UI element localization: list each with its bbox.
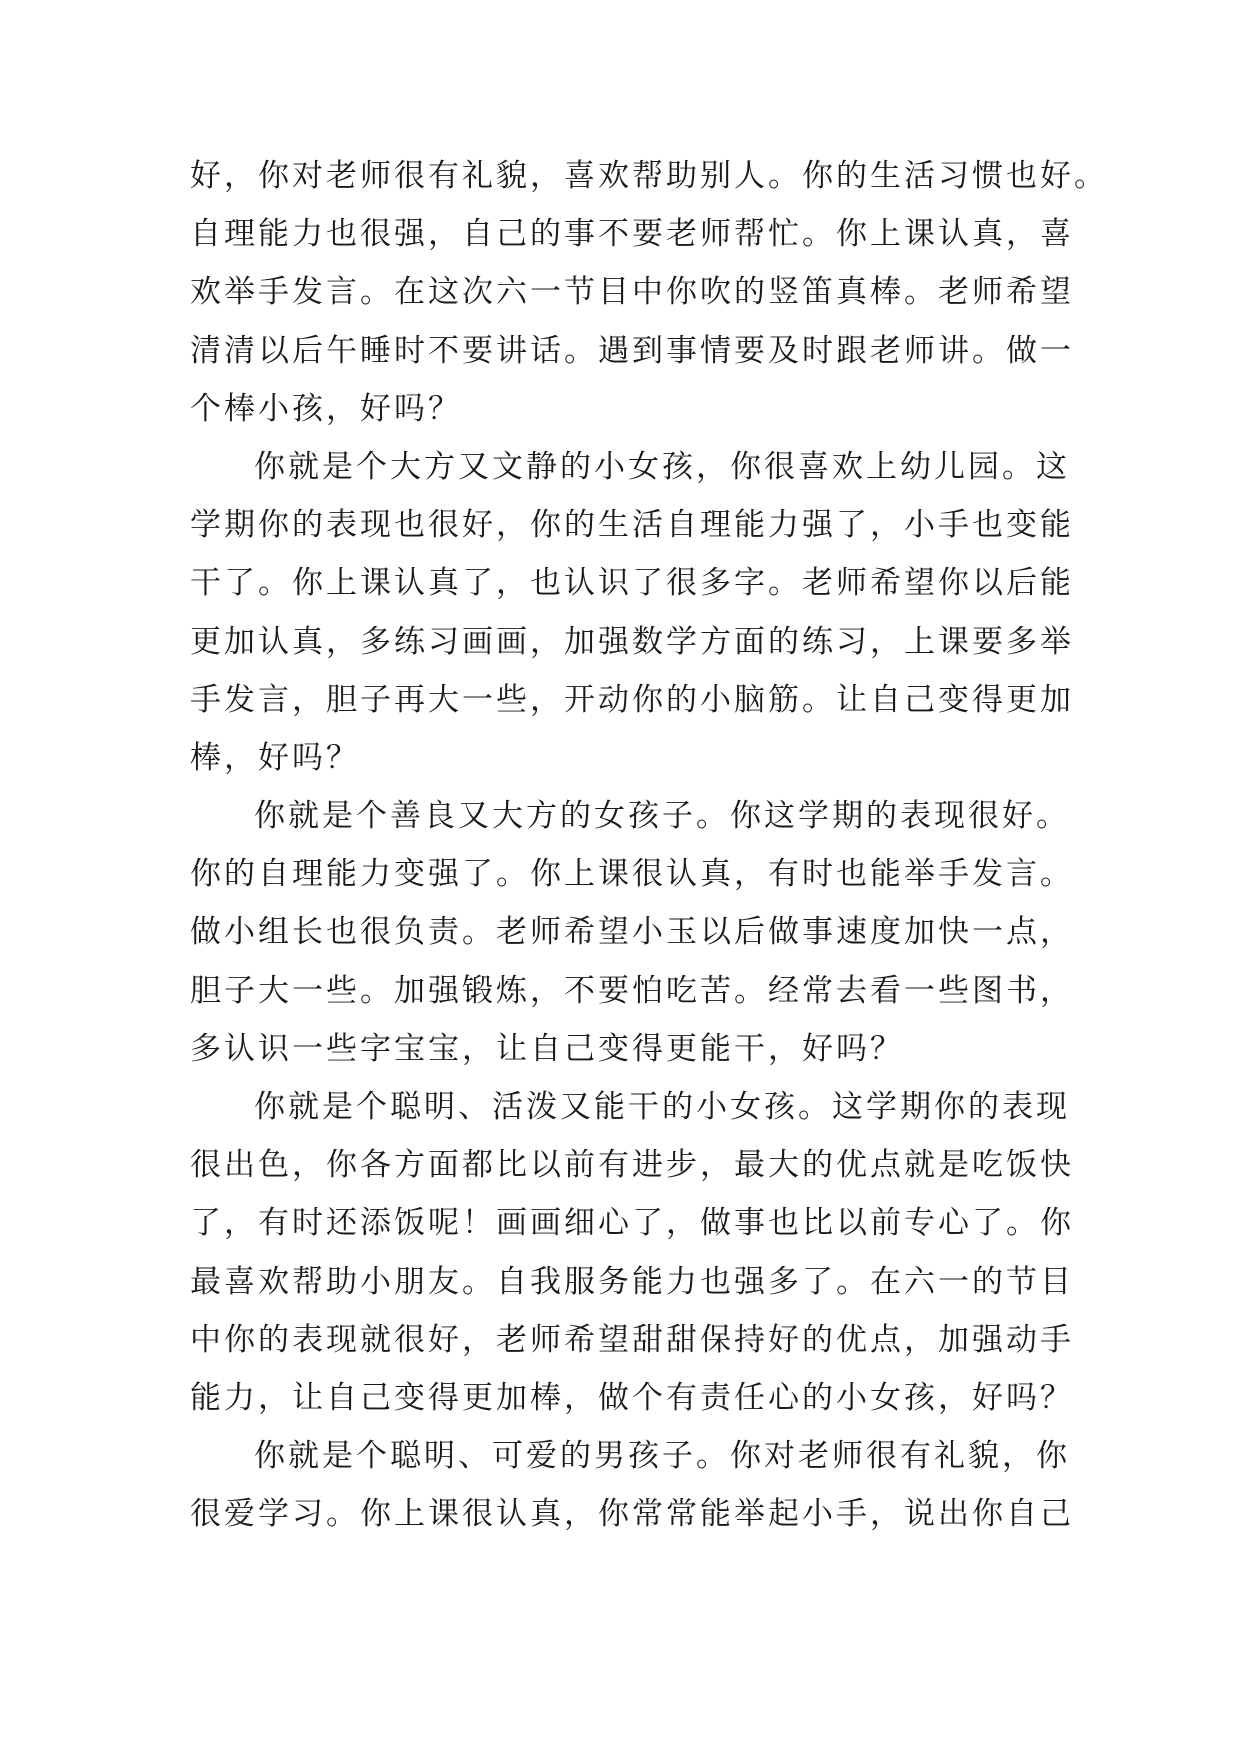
text-line: 了，有时还添饭呢！画画细心了，做事也比以前专心了。你 bbox=[190, 1205, 1074, 1242]
text-line: 中你的表现就很好，老师希望甜甜保持好的优点，加强动手 bbox=[190, 1321, 1074, 1358]
text-line: 最喜欢帮助小朋友。自我服务能力也强多了。在六一的节目 bbox=[190, 1263, 1074, 1300]
text-line: 棒，好吗？ bbox=[190, 739, 360, 776]
text-line: 手发言，胆子再大一些，开动你的小脑筋。让自己变得更加 bbox=[190, 681, 1074, 718]
text-line: 能力，让自己变得更加棒，做个有责任心的小女孩，好吗？ bbox=[190, 1379, 1074, 1416]
text-line: 做小组长也很负责。老师希望小玉以后做事速度加快一点， bbox=[190, 914, 1074, 951]
paragraph-first-line: 你就是个聪明、可爱的男孩子。你对老师很有礼貌，你 bbox=[254, 1438, 1070, 1475]
paragraph-first-line: 你就是个善良又大方的女孩子。你这学期的表现很好。 bbox=[254, 798, 1070, 835]
text-line: 个棒小孩，好吗？ bbox=[190, 390, 462, 427]
text-line: 好，你对老师很有礼貌，喜欢帮助别人。你的生活习惯也好。 bbox=[190, 158, 1108, 194]
text-line: 很出色，你各方面都比以前有进步，最大的优点就是吃饭快 bbox=[190, 1147, 1074, 1184]
paragraph-first-line: 你就是个大方又文静的小女孩，你很喜欢上幼儿园。这 bbox=[254, 448, 1070, 485]
text-line: 更加认真，多练习画画，加强数学方面的练习，上课要多举 bbox=[190, 623, 1074, 660]
text-line: 欢举手发言。在这次六一节目中你吹的竖笛真棒。老师希望 bbox=[190, 274, 1074, 311]
text-line: 自理能力也很强，自己的事不要老师帮忙。你上课认真，喜 bbox=[190, 216, 1074, 253]
text-line: 多认识一些字宝宝，让自己变得更能干，好吗？ bbox=[190, 1030, 904, 1067]
text-line: 你的自理能力变强了。你上课很认真，有时也能举手发言。 bbox=[190, 856, 1074, 893]
document-body bbox=[190, 147, 1108, 1544]
text-line: 清清以后午睡时不要讲话。遇到事情要及时跟老师讲。做一 bbox=[190, 332, 1074, 369]
text-line: 很爱学习。你上课很认真，你常常能举起小手，说出你自己 bbox=[190, 1496, 1074, 1533]
paragraph-first-line: 你就是个聪明、活泼又能干的小女孩。这学期你的表现 bbox=[254, 1089, 1070, 1125]
text-line: 胆子大一些。加强锻炼，不要怕吃苦。经常去看一些图书， bbox=[190, 972, 1074, 1009]
text-line: 干了。你上课认真了，也认识了很多字。老师希望你以后能 bbox=[190, 565, 1074, 602]
text-line: 学期你的表现也很好，你的生活自理能力强了，小手也变能 bbox=[190, 507, 1074, 544]
